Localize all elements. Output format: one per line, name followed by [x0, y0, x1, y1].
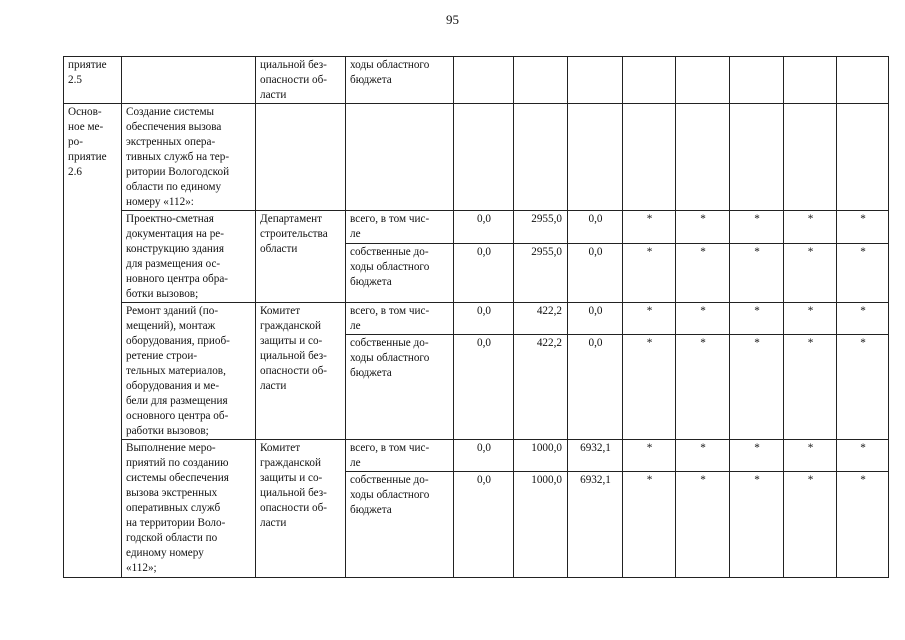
- empty-cell: [784, 57, 837, 104]
- value-cell: 2955,0: [514, 211, 568, 244]
- star-cell: *: [623, 303, 676, 335]
- star-cell: *: [837, 303, 889, 335]
- star-cell: *: [784, 335, 837, 440]
- star-cell: *: [784, 243, 837, 302]
- empty-cell: [514, 104, 568, 211]
- empty-cell: [454, 57, 514, 104]
- star-cell: *: [837, 211, 889, 244]
- empty-cell: [568, 57, 623, 104]
- value-cell: 0,0: [454, 211, 514, 244]
- table-row: [64, 440, 889, 472]
- star-cell: *: [730, 335, 784, 440]
- star-cell: *: [676, 440, 730, 472]
- empty-cell: [676, 104, 730, 211]
- funding-source-cell: собственные до- ходы областного бюджета: [346, 335, 454, 440]
- star-cell: *: [837, 472, 889, 578]
- star-cell: *: [784, 303, 837, 335]
- star-cell: *: [623, 440, 676, 472]
- star-cell: *: [784, 472, 837, 578]
- star-cell: *: [676, 303, 730, 335]
- empty-cell: [454, 104, 514, 211]
- star-cell: *: [623, 335, 676, 440]
- star-cell: *: [676, 335, 730, 440]
- value-cell: 1000,0: [514, 440, 568, 472]
- page-number: 95: [446, 12, 459, 27]
- value-cell: 0,0: [454, 243, 514, 302]
- star-cell: *: [730, 303, 784, 335]
- measure-label-cell: приятие 2.5: [64, 57, 122, 104]
- empty-cell: [623, 104, 676, 211]
- table-row: [64, 57, 889, 104]
- funding-source-cell: собственные до- ходы областного бюджета: [346, 472, 454, 578]
- item-name-cell: Проектно-сметная документация на ре- конструкцию здания для размещения ос- новного центра обра- ботки вызовов;: [122, 211, 256, 303]
- star-cell: *: [784, 211, 837, 244]
- empty-cell: [676, 57, 730, 104]
- value-cell: 1000,0: [514, 472, 568, 578]
- value-cell: 0,0: [454, 440, 514, 472]
- empty-cell: [730, 57, 784, 104]
- star-cell: *: [837, 335, 889, 440]
- empty-cell: [346, 104, 454, 211]
- empty-cell: [256, 104, 346, 211]
- measure-title-cell: [122, 57, 256, 104]
- star-cell: *: [623, 211, 676, 244]
- measure-label-cell: Основ- ное ме- ро- приятие 2.6: [64, 104, 122, 578]
- value-cell: 0,0: [568, 303, 623, 335]
- star-cell: *: [730, 243, 784, 302]
- value-cell: 6932,1: [568, 472, 623, 578]
- funding-source-cell: всего, в том чис- ле: [346, 211, 454, 244]
- value-cell: 0,0: [568, 335, 623, 440]
- measure-title-cell: Создание системы обеспечения вызова экстренных опера- тивных служб на тер- ритории Вологодской области по единому номеру «112»:: [122, 104, 256, 211]
- value-cell: 0,0: [568, 243, 623, 302]
- item-name-cell: Выполнение меро- приятий по созданию системы обеспечения вызова экстренных оперативных служб на территории Воло- годской области по единому номеру «112»;: [122, 440, 256, 578]
- empty-cell: [837, 57, 889, 104]
- executor-cell: циальной без- опасности об- ласти: [256, 57, 346, 104]
- table-row: [64, 211, 889, 244]
- empty-cell: [623, 57, 676, 104]
- value-cell: 0,0: [454, 335, 514, 440]
- funding-source-cell: собственные до- ходы областного бюджета: [346, 243, 454, 302]
- program-measures-table: [63, 56, 889, 578]
- star-cell: *: [730, 211, 784, 244]
- executor-cell: Комитет гражданской защиты и со- циальной без- опасности об- ласти: [256, 440, 346, 578]
- value-cell: 422,2: [514, 303, 568, 335]
- star-cell: *: [676, 211, 730, 244]
- star-cell: *: [676, 472, 730, 578]
- executor-cell: Департамент строительства области: [256, 211, 346, 303]
- star-cell: *: [784, 440, 837, 472]
- star-cell: *: [676, 243, 730, 302]
- funding-source-cell: всего, в том чис- ле: [346, 303, 454, 335]
- empty-cell: [730, 104, 784, 211]
- empty-cell: [837, 104, 889, 211]
- item-name-cell: Ремонт зданий (по- мещений), монтаж оборудования, приоб- ретение строи- тельных материалов, оборудования и ме- бели для размещения основного центра об- работки вызовов;: [122, 303, 256, 440]
- value-cell: 2955,0: [514, 243, 568, 302]
- value-cell: 0,0: [454, 472, 514, 578]
- empty-cell: [568, 104, 623, 211]
- star-cell: *: [730, 440, 784, 472]
- star-cell: *: [623, 472, 676, 578]
- empty-cell: [784, 104, 837, 211]
- star-cell: *: [837, 440, 889, 472]
- value-cell: 422,2: [514, 335, 568, 440]
- empty-cell: [514, 57, 568, 104]
- table-row: [64, 303, 889, 335]
- value-cell: 6932,1: [568, 440, 623, 472]
- star-cell: *: [730, 472, 784, 578]
- table-row: [64, 104, 889, 211]
- funding-source-cell: ходы областного бюджета: [346, 57, 454, 104]
- star-cell: *: [837, 243, 889, 302]
- value-cell: 0,0: [454, 303, 514, 335]
- value-cell: 0,0: [568, 211, 623, 244]
- star-cell: *: [623, 243, 676, 302]
- funding-source-cell: всего, в том чис- ле: [346, 440, 454, 472]
- executor-cell: Комитет гражданской защиты и со- циальной без- опасности об- ласти: [256, 303, 346, 440]
